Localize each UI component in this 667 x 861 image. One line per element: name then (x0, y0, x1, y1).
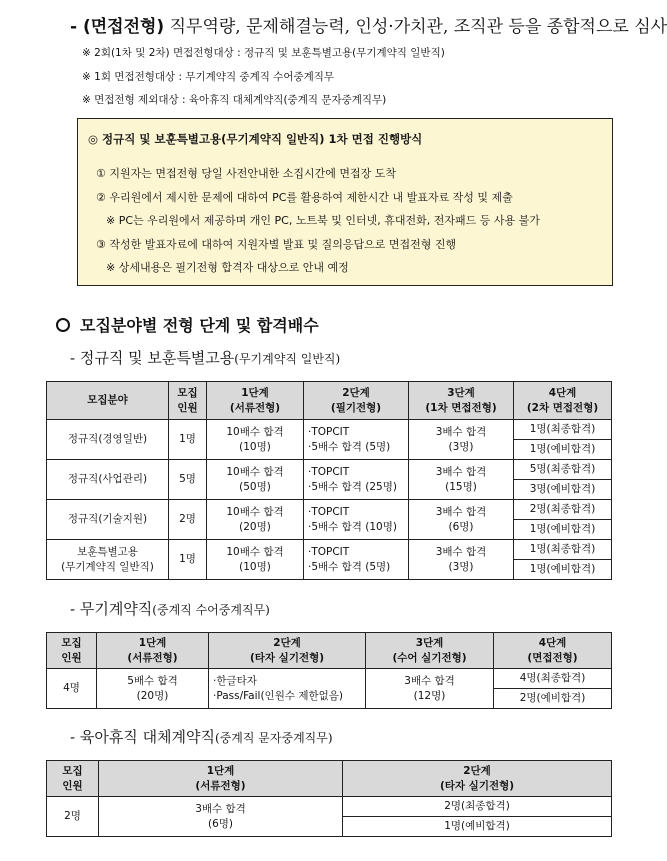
t1-stage4-reserve: 1명(예비합격) (514, 520, 612, 540)
box-title: ◎ 정규직 및 보훈특별고용(무기계약직 일반직) 1차 면접 진행방식 (88, 132, 423, 146)
t1-header-stage3: 3단계 (1차 면접전형) (409, 382, 514, 420)
t1-stage1: 10배수 합격 (10명) (207, 540, 304, 580)
table-parental-leave (46, 760, 612, 837)
interview-note-1: ※ 2회(1차 및 2차) 면접전형대상 : 정규직 및 보훈특별고용(무기계약직 일반직) (82, 47, 445, 59)
interview-heading (70, 12, 667, 37)
box-line-4: ③ 작성한 발표자료에 대하여 지원자별 발표 및 질의응답으로 면접전형 진행 (96, 238, 457, 251)
t1-stage1: 10배수 합격 (10명) (207, 420, 304, 460)
t2-header-stage1: 1단계 (서류전형) (97, 633, 209, 669)
t1-stage3: 3배수 합격 (6명) (409, 500, 514, 540)
t3-header-stage2: 2단계 (타자 실기전형) (343, 761, 612, 797)
t2-stage1: 5배수 합격 (20명) (97, 669, 209, 709)
table-row (47, 500, 612, 520)
interview-method-box (77, 118, 613, 286)
t2-subtitle-main: - 무기계약직 (70, 600, 153, 618)
section-title (56, 313, 319, 336)
t1-count: 5명 (169, 460, 207, 500)
table-indefinite (46, 632, 612, 709)
t1-stage4-reserve: 1명(예비합격) (514, 560, 612, 580)
table-regular (46, 381, 612, 580)
t1-stage2: ·TOPCIT ·5배수 합격 (25명) (304, 460, 409, 500)
t1-stage3: 3배수 합격 (3명) (409, 540, 514, 580)
t1-field: 보훈특별고용 (무기계약직 일반직) (47, 540, 169, 580)
t1-header-field: 모집분야 (47, 382, 169, 420)
interview-heading-text: 직무역량, 문제해결능력, 인성·가치관, 조직관 등을 종합적으로 심사 (164, 17, 667, 37)
t1-stage2: ·TOPCIT ·5배수 합격 (5명) (304, 540, 409, 580)
interview-note-3: ※ 면접전형 제외대상 : 육아휴직 대체계약직(중계직 문자중계직무) (82, 94, 387, 106)
box-line-2: ② 우리원에서 제시한 문제에 대하여 PC를 활용하여 제한시간 내 발표자료 작성 및 제출 (96, 191, 513, 204)
t2-stage2: ·한글타자 ·Pass/Fail(인원수 제한없음) (209, 669, 366, 709)
table-row (47, 540, 612, 560)
box-line-5: ※ 상세내용은 필기전형 합격자 대상으로 안내 예정 (106, 261, 349, 274)
t1-subtitle (70, 347, 340, 368)
t1-stage3: 3배수 합격 (3명) (409, 420, 514, 460)
t1-count: 1명 (169, 420, 207, 460)
t1-header-stage1: 1단계 (서류전형) (207, 382, 304, 420)
t1-field: 정규직(경영일반) (47, 420, 169, 460)
t1-header-stage4: 4단계 (2차 면접전형) (514, 382, 612, 420)
box-line-1: ① 지원자는 면접전형 당일 사전안내한 소집시간에 면접장 도착 (96, 167, 396, 180)
t1-header-count: 모집 인원 (169, 382, 207, 420)
t3-header-count: 모집 인원 (47, 761, 99, 797)
interview-heading-bold: - (면접전형) (70, 17, 165, 37)
t1-header-stage2: 2단계 (필기전형) (304, 382, 409, 420)
circle-bullet-icon (56, 318, 70, 332)
t2-count: 4명 (47, 669, 97, 709)
table-row (47, 460, 612, 480)
t1-stage4-final: 5명(최종합격) (514, 460, 612, 480)
t2-header-stage4: 4단계 (면접전형) (494, 633, 612, 669)
t2-stage4-final: 4명(최종합격) (494, 669, 612, 689)
t2-stage3: 3배수 합격 (12명) (366, 669, 494, 709)
t3-subtitle (70, 726, 333, 747)
table-row (47, 797, 612, 817)
t1-count: 1명 (169, 540, 207, 580)
t3-subtitle-small: (중계직 문자중계직무) (215, 731, 333, 745)
t1-subtitle-small: (무기계약직 일반직) (234, 352, 341, 366)
t3-stage2-final: 2명(최종합격) (343, 797, 612, 817)
t1-count: 2명 (169, 500, 207, 540)
t1-field: 정규직(기술지원) (47, 500, 169, 540)
t1-stage4-final: 2명(최종합격) (514, 500, 612, 520)
t1-stage1: 10배수 합격 (50명) (207, 460, 304, 500)
t2-subtitle (70, 598, 270, 619)
t3-header-stage1: 1단계 (서류전형) (99, 761, 343, 797)
t1-stage2: ·TOPCIT ·5배수 합격 (5명) (304, 420, 409, 460)
t1-subtitle-main: - 정규직 및 보훈특별고용 (70, 349, 235, 367)
t1-stage3: 3배수 합격 (15명) (409, 460, 514, 500)
section-title-text: 모집분야별 전형 단계 및 합격배수 (80, 316, 319, 335)
table-row (47, 420, 612, 440)
t1-stage4-final: 1명(최종합격) (514, 420, 612, 440)
t1-field: 정규직(사업관리) (47, 460, 169, 500)
t2-header-stage2: 2단계 (타자 실기전형) (209, 633, 366, 669)
t2-header-count: 모집 인원 (47, 633, 97, 669)
box-line-3: ※ PC는 우리원에서 제공하며 개인 PC, 노트북 및 인터넷, 휴대전화, 전자패드 등 사용 불가 (106, 214, 540, 227)
t1-stage2: ·TOPCIT ·5배수 합격 (10명) (304, 500, 409, 540)
t1-stage4-reserve: 1명(예비합격) (514, 440, 612, 460)
t2-subtitle-small: (중계직 수어중계직무) (152, 603, 270, 617)
t2-header-stage3: 3단계 (수어 실기전형) (366, 633, 494, 669)
t1-stage4-reserve: 3명(예비합격) (514, 480, 612, 500)
t3-count: 2명 (47, 797, 99, 837)
table-row (47, 669, 612, 689)
t2-stage4-reserve: 2명(예비합격) (494, 689, 612, 709)
t1-stage4-final: 1명(최종합격) (514, 540, 612, 560)
interview-note-2: ※ 1회 면접전형대상 : 무기계약직 중계직 수어중계직무 (82, 71, 335, 83)
t1-stage1: 10배수 합격 (20명) (207, 500, 304, 540)
t3-stage1: 3배수 합격 (6명) (99, 797, 343, 837)
t3-subtitle-main: - 육아휴직 대체계약직 (70, 728, 216, 746)
t3-stage2-reserve: 1명(예비합격) (343, 817, 612, 837)
